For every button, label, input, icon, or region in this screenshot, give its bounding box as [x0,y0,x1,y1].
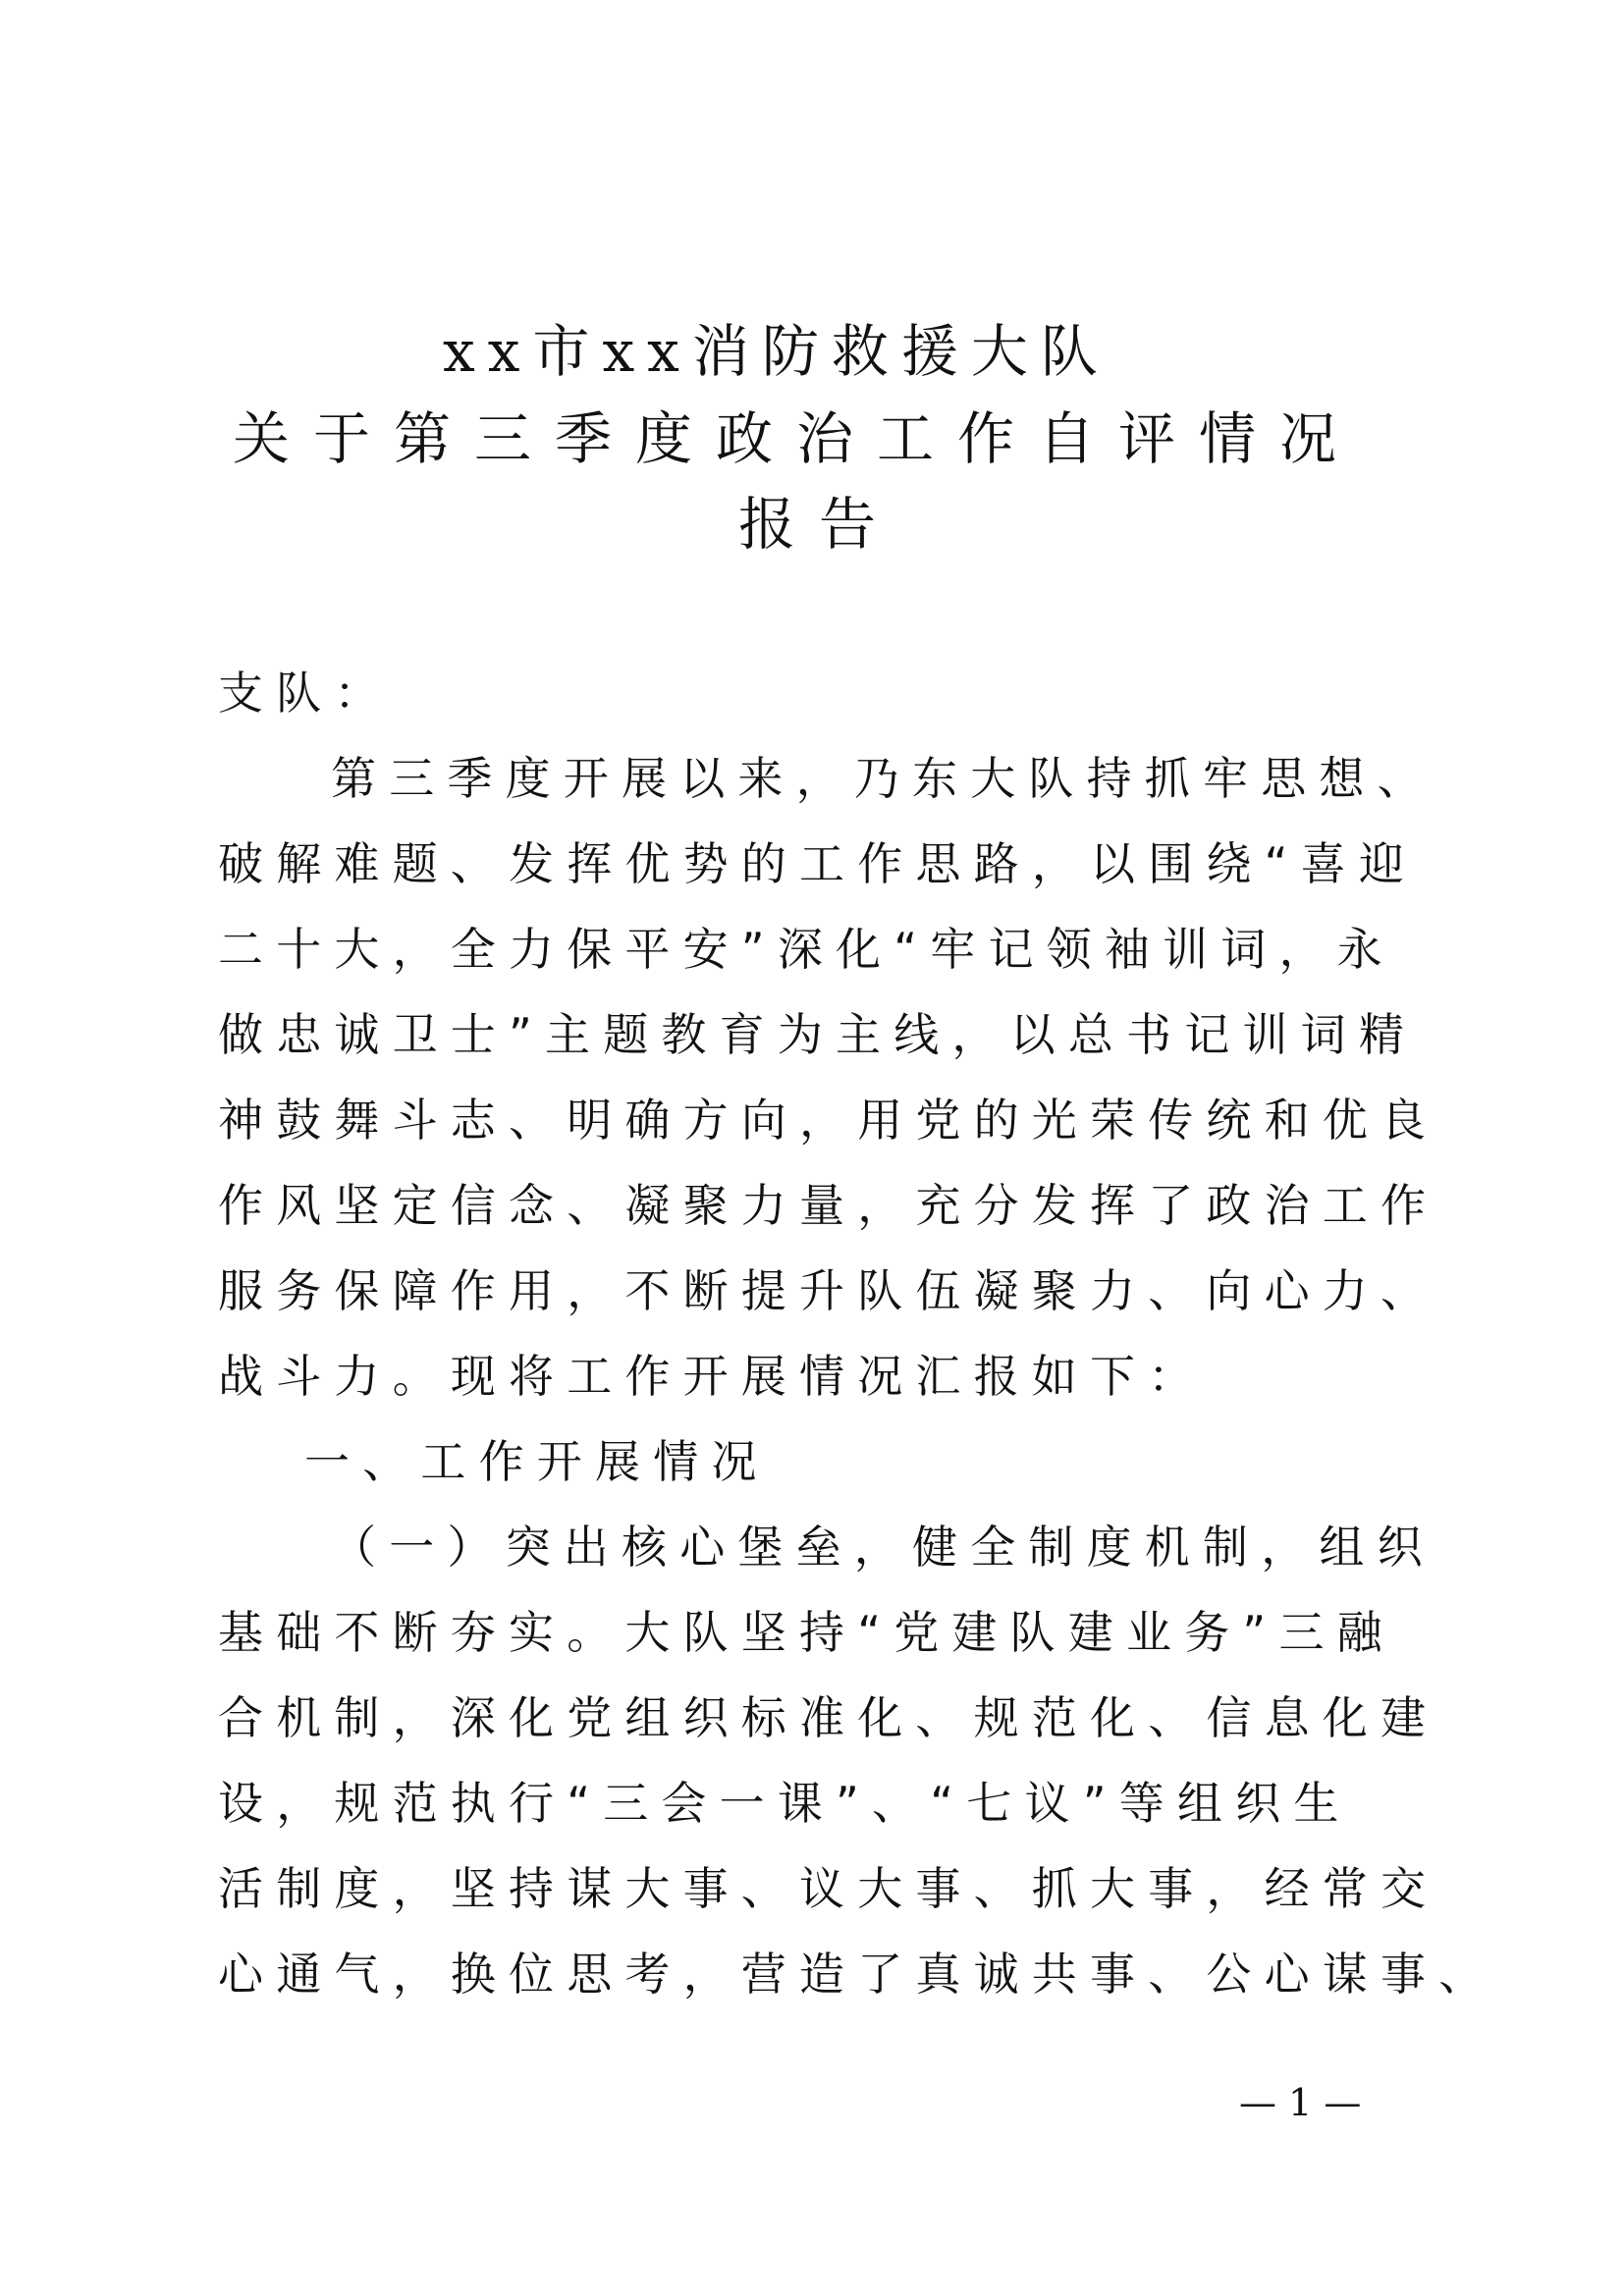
title-line-3: 报告 [738,491,900,558]
body-line: 心通气，换位思考，营造了真诚共事、公心谋事、 [218,1948,1497,2001]
page-number: — 1 — [1239,2081,1362,2124]
body-line: 活制度，坚持谋大事、议大事、抓大事，经常交 [218,1862,1439,1915]
salutation: 支队： [218,667,393,720]
body-line: 第三季度开展以来，乃东大队持抓牢思想、 [331,752,1435,805]
body-line: 服务保障作用，不断提升队伍凝聚力、向心力、 [218,1264,1439,1317]
title-line-1: xx市xx消防救援大队 [443,318,1110,385]
title-line-2: 关于第三季度政治工作自评情况 [233,405,1361,472]
body-line: 二十大，全力保平安”深化“牢记领袖训词，永 [218,923,1395,976]
body-line: 设，规范执行“三会一课”、“七议”等组织生 [218,1777,1352,1830]
body-line: 基础不断夯实。大队坚持“党建队建业务”三融 [218,1606,1395,1659]
body-line: 神鼓舞斗志、明确方向，用党的光荣传统和优良 [218,1094,1439,1147]
body-line: 战斗力。现将工作开展情况汇报如下： [218,1350,1207,1403]
body-line: 破解难题、发挥优势的工作思路，以围绕“喜迎 [218,837,1418,890]
body-line: 做忠诚卫士”主题教育为主线，以总书记训词精 [218,1008,1418,1061]
subsection-heading: （一）突出核心堡垒，健全制度机制，组织 [331,1521,1435,1574]
body-line: 合机制，深化党组织标准化、规范化、信息化建 [218,1691,1439,1744]
body-line: 作风坚定信念、凝聚力量，充分发挥了政治工作 [218,1179,1439,1232]
section-heading: 一、工作开展情况 [304,1435,770,1488]
